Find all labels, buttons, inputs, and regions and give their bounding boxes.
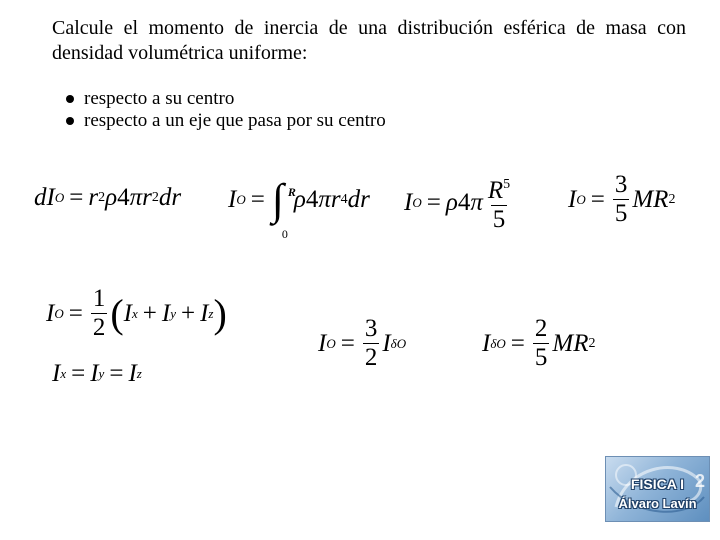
bullet-icon [66,95,74,103]
bullet-list [62,88,386,132]
logo-author: Álvaro Lavín [618,496,697,511]
bullet-text-axis: respecto a un eje que pasa por su centro [84,110,386,131]
equation-differential-inertia: d I O = r 2 ρ 4 π r 2 d r [34,184,182,211]
logo-digit: 2 [694,471,705,491]
problem-statement: Calcule el momento de inercia de una distribución esférica de masa con densidad volumétrica uniforme: [52,17,686,64]
fraction: $\frac{1}{2}$ [92,285,106,341]
integral-sign: ∫ R 0 [271,175,296,241]
equation-equal-axes: I x = I y = I z [52,360,142,387]
course-logo [605,456,710,522]
equation-integral-inertia: I O = ∫ R 0 ρ 4 π r 4 d r [228,175,370,241]
bullet-icon [66,117,74,125]
fraction: $\frac{3}{2}$ [364,315,378,371]
equation-center-vs-axis: I O = $\frac{3}{2}$ I δO [318,315,407,371]
list-item [62,88,386,110]
list-item [62,110,386,132]
equation-evaluated-integral: I O = ρ 4 π $\frac{R^5}{5}$ [404,172,515,233]
equation-result-center: I O = $\frac{3}{5}$ M R 2 [568,171,676,227]
fraction: $\frac{2}{5}$ [534,315,548,371]
equation-sum-of-axes: I O = $\frac{1}{2}$ ( I x + I y + I z ) [46,285,227,341]
logo-title: FISICA I [630,476,685,492]
equation-result-axis: I δO = $\frac{2}{5}$ M R 2 [482,315,596,371]
bullet-text-center: respecto a su centro [84,88,235,109]
fraction: $\frac{R^5}{5}$ [487,177,511,233]
fraction: $\frac{3}{5}$ [614,171,628,227]
